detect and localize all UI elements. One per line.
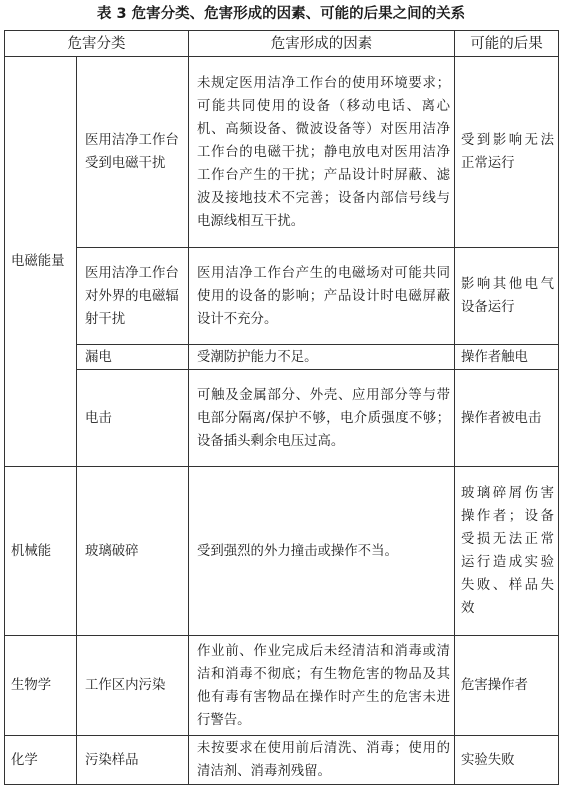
header-consequences: 可能的后果 [455, 31, 559, 57]
hazard-type-cell: 电击 [77, 370, 189, 467]
consequence-cell: 受到影响无法正常运行 [455, 57, 559, 248]
header-category: 危害分类 [5, 31, 189, 57]
table-row [5, 736, 559, 785]
hazard-type-cell: 污染样品 [77, 736, 189, 785]
hazard-type-cell: 漏电 [77, 345, 189, 370]
cause-cell: 受到强烈的外力撞击或操作不当。 [189, 467, 455, 636]
hazard-type-cell: 玻璃破碎 [77, 467, 189, 636]
hazard-type-cell: 医用洁净工作台对外界的电磁辐射干扰 [77, 248, 189, 345]
group-cell: 生物学 [5, 636, 77, 736]
cause-cell: 未规定医用洁净工作台的使用环境要求；可能共同使用的设备（移动电话、离心机、高频设备、微波设备等）对医用洁净工作台的电磁干扰；静电放电对医用洁净工作台产生的干扰；产品设计时屏蔽、滤波及接地技术不完善；设备内部信号线与电源线相互干扰。 [189, 57, 455, 248]
hazard-type-cell: 医用洁净工作台受到电磁干扰 [77, 57, 189, 248]
cause-cell: 可触及金属部分、外壳、应用部分等与带电部分隔离/保护不够，电介质强度不够；设备插头剩余电压过高。 [189, 370, 455, 467]
table-title: 表 3 危害分类、危害形成的因素、可能的后果之间的关系 [96, 6, 466, 22]
table-row [5, 345, 559, 370]
cause-cell: 受潮防护能力不足。 [189, 345, 455, 370]
consequence-cell: 操作者被电击 [455, 370, 559, 467]
header-row [5, 31, 559, 57]
group-cell: 化学 [5, 736, 77, 785]
group-cell: 电磁能量 [5, 57, 77, 467]
consequence-cell: 危害操作者 [455, 636, 559, 736]
table-row [5, 248, 559, 345]
consequence-cell: 操作者触电 [455, 345, 559, 370]
cause-cell: 作业前、作业完成后未经清洁和消毒或清洁和消毒不彻底；有生物危害的物品及其他有毒有害物品在操作时产生的危害未进行警告。 [189, 636, 455, 736]
table-row [5, 636, 559, 736]
table-row [5, 57, 559, 248]
group-cell: 机械能 [5, 467, 77, 636]
header-causes: 危害形成的因素 [189, 31, 455, 57]
hazard-table [4, 30, 559, 785]
cause-cell: 医用洁净工作台产生的电磁场对可能共同使用的设备的影响；产品设计时电磁屏蔽设计不充分。 [189, 248, 455, 345]
consequence-cell: 实验失败 [455, 736, 559, 785]
hazard-type-cell: 工作区内污染 [77, 636, 189, 736]
consequence-cell: 玻璃碎屑伤害操作者；设备受损无法正常运行造成实验失败、样品失效 [455, 467, 559, 636]
cause-cell: 未按要求在使用前后清洗、消毒；使用的清洁剂、消毒剂残留。 [189, 736, 455, 785]
table-row [5, 370, 559, 467]
table-row [5, 467, 559, 636]
consequence-cell: 影响其他电气设备运行 [455, 248, 559, 345]
